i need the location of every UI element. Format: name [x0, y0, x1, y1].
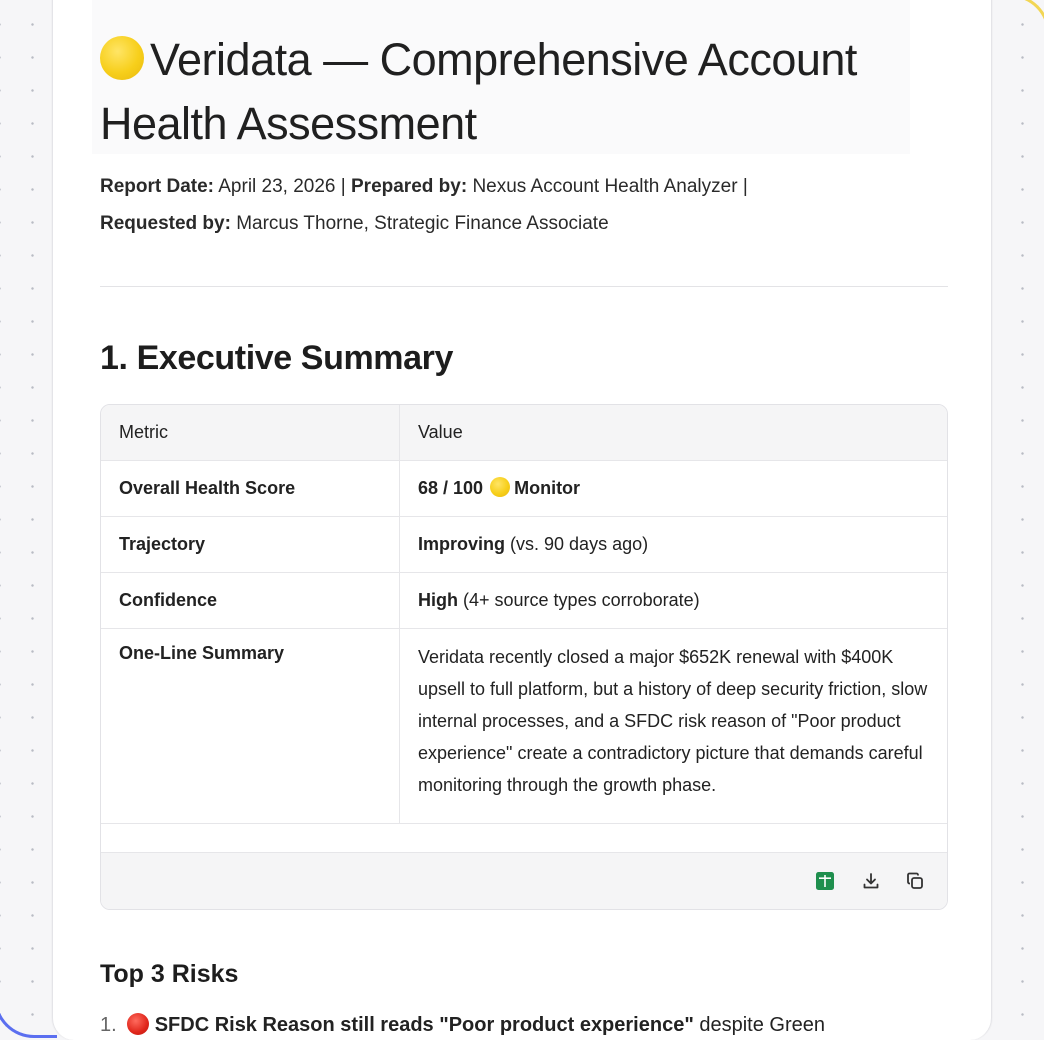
trajectory-value: Improving: [418, 534, 506, 554]
metric-cell: Trajectory: [101, 517, 400, 573]
confidence-value: High: [418, 590, 458, 610]
column-header-value: Value: [400, 405, 948, 461]
value-cell: [400, 517, 948, 573]
prepared-by-label: Prepared by:: [351, 176, 468, 197]
requested-by: Marcus Thorne, Strategic Finance Associate: [236, 213, 609, 234]
requested-by-label: Requested by:: [100, 213, 231, 234]
confidence-note: (4+ source types corroborate): [463, 590, 700, 610]
risk-text: despite Green: [693, 1014, 826, 1036]
red-circle-icon: [127, 1013, 149, 1035]
report-meta: [100, 168, 950, 242]
page-title: [100, 28, 920, 156]
table-row: [101, 573, 947, 629]
value-cell: [400, 461, 948, 517]
download-icon[interactable]: [861, 871, 881, 891]
table-row: [101, 461, 947, 517]
health-score: 68 / 100: [418, 477, 484, 498]
report-date-label: Report Date:: [100, 176, 215, 197]
sheets-icon[interactable]: [815, 871, 835, 891]
meta-separator: |: [742, 176, 748, 197]
health-status: Monitor: [514, 477, 581, 498]
divider: [100, 286, 948, 287]
metric-cell: Confidence: [101, 573, 400, 629]
section-heading-top-risks: Top 3 Risks: [100, 960, 239, 988]
meta-separator: |: [340, 176, 346, 197]
frame-accent-blue: [0, 975, 57, 1038]
risk-title: SFDC Risk Reason still reads "Poor product experience": [154, 1014, 694, 1036]
table-row: [101, 517, 947, 573]
frame-accent-yellow: [987, 0, 1044, 57]
page-title-text: Veridata — Comprehensive Account Health Assessment: [100, 34, 857, 149]
table-header-row: [101, 405, 947, 461]
summary-table: [101, 405, 947, 824]
value-cell: [400, 573, 948, 629]
document-page: [52, 0, 992, 1040]
table-row: [101, 629, 947, 824]
section-heading-executive-summary: 1. Executive Summary: [100, 339, 453, 377]
metric-cell: One-Line Summary: [101, 629, 400, 824]
list-item: [100, 1010, 960, 1040]
table-toolbar: [101, 852, 947, 909]
copy-icon[interactable]: [905, 871, 925, 891]
yellow-circle-icon: [100, 36, 144, 80]
report-date: April 23, 2026: [218, 176, 336, 197]
list-number: 1.: [100, 1014, 117, 1036]
prepared-by: Nexus Account Health Analyzer: [472, 176, 738, 197]
value-cell: Veridata recently closed a major $652K renewal with $400K upsell to full platform, but a history of deep security friction, slow internal processes, and a SFDC risk reason of "Poor product experience" create a contradictory picture that demands careful monitoring through the growth phase.: [400, 629, 948, 824]
trajectory-note: (vs. 90 days ago): [510, 534, 649, 554]
yellow-circle-icon: [490, 477, 510, 497]
column-header-metric: Metric: [101, 405, 400, 461]
metric-cell: Overall Health Score: [101, 461, 400, 517]
executive-summary-table: [100, 404, 948, 910]
